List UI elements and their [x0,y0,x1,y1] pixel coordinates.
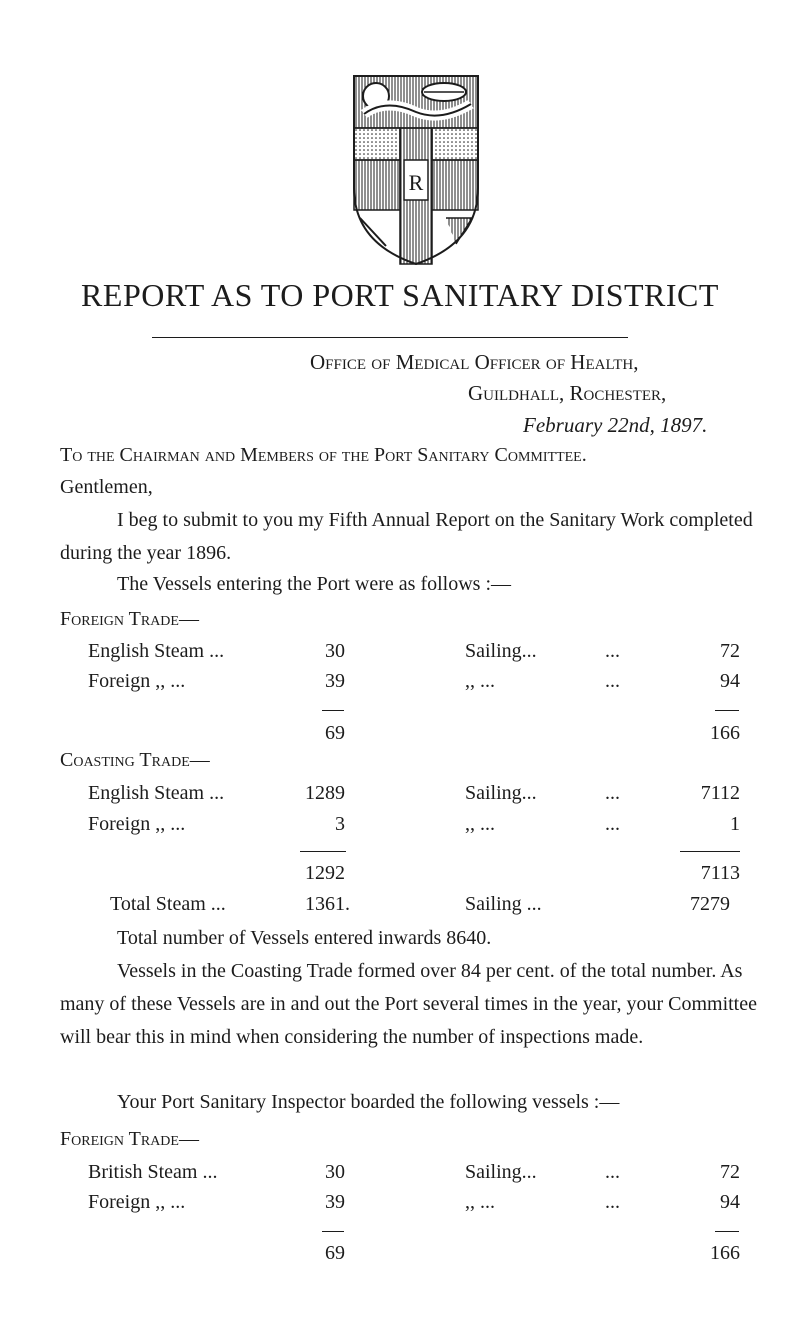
sailing-label: ,, ... [465,813,495,835]
office-line: Office of Medical Officer of Health, [310,350,639,374]
subtotal-rule [322,710,344,711]
subtotal-rule [715,710,739,711]
coasting-trade-heading: Coasting Trade— [60,749,210,771]
steam-count: 39 [325,1191,345,1213]
rochester-coat-of-arms [346,68,486,268]
total-steam-label: Total Steam ... [110,893,226,915]
row-label: Foreign ,, ... [88,1191,186,1213]
addressee-line: To the Chairman and Members of the Port Sanitary Committee. [60,444,587,466]
total-steam: 1361. [305,893,350,915]
vessels-intro: The Vessels entering the Port were as follows :— [117,573,511,595]
sailing-label: Sailing... [465,640,537,662]
salutation: Gentlemen, [60,476,153,498]
dots: ... [605,813,620,835]
row-label: English Steam ... [88,640,225,662]
row-label: Foreign ,, ... [88,813,186,835]
sailing-subtotal: 166 [710,722,740,744]
sailing-count: 72 [720,640,740,662]
inspector-intro: Your Port Sanitary Inspector boarded the following vessels :— [117,1091,620,1113]
subtotal-rule [680,851,740,852]
sailing-count: 72 [720,1161,740,1183]
sailing-label: Sailing... [465,782,537,804]
sailing-count: 1 [730,813,740,835]
steam-count: 30 [325,1161,345,1183]
steam-count: 30 [325,640,345,662]
foreign-trade-heading-2: Foreign Trade— [60,1128,199,1150]
foreign-trade-heading: Foreign Trade— [60,608,199,630]
subtotal-rule [322,1231,344,1232]
sailing-subtotal: 7113 [700,862,740,884]
subtotal-rule [300,851,346,852]
row-label: Foreign ,, ... [88,670,186,692]
sailing-subtotal: 166 [710,1242,740,1264]
svg-text:R: R [408,170,424,195]
steam-count: 3 [335,813,345,835]
sailing-count: 94 [720,1191,740,1213]
report-title: REPORT AS TO PORT SANITARY DISTRICT [81,277,719,313]
sailing-label: ,, ... [465,1191,495,1213]
title-rule [152,337,628,338]
row-label: British Steam ... [88,1161,218,1183]
date-line: February 22nd, 1897. [523,413,708,437]
sailing-count: 94 [720,670,740,692]
intro-paragraph: I beg to submit to you my Fifth Annual Report on the Sanitary Work completed during the year 1896. [60,509,753,564]
total-sailing: 7279 [690,893,730,915]
sailing-count: 7112 [700,782,740,804]
coasting-note-paragraph: Vessels in the Coasting Trade formed over 84 per cent. of the total number. As many of these Vessels are in and out the Port several times in the year, your Committee will bear this in mind when considering the number of inspections made. [60,960,757,1048]
dots: ... [605,782,620,804]
dots: ... [605,640,620,662]
steam-count: 1289 [305,782,345,804]
row-label: English Steam ... [88,782,225,804]
total-vessels-line: Total number of Vessels entered inwards 8640. [117,927,492,949]
subtotal-rule [715,1231,739,1232]
dots: ... [605,670,620,692]
sailing-label: ,, ... [465,670,495,692]
total-sailing-label: Sailing ... [465,893,542,915]
steam-subtotal: 1292 [305,862,345,884]
sailing-label: Sailing... [465,1161,537,1183]
address-line: Guildhall, Rochester, [468,381,667,405]
steam-subtotal: 69 [325,1242,345,1264]
steam-count: 39 [325,670,345,692]
steam-subtotal: 69 [325,722,345,744]
dots: ... [605,1191,620,1213]
dots: ... [605,1161,620,1183]
